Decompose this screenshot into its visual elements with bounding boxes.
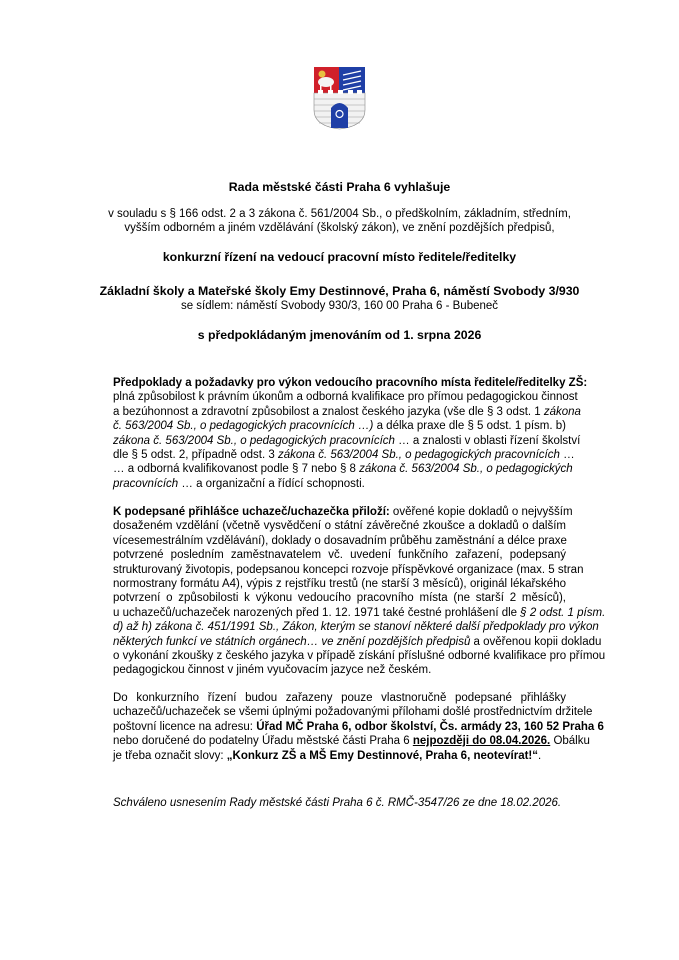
bold-text: K podepsané přihlášce uchazeč/uchazečka přiloží: (113, 506, 390, 518)
paragraph-line (113, 462, 573, 476)
attachments-section (113, 505, 606, 678)
competition-title: konkurzní řízení na vedoucí pracovní místo ředitele/ředitelky (162, 250, 517, 264)
paragraph-line (113, 606, 606, 620)
bold-text: „Konkurz ZŠ a MŠ Emy Destinnové, Praha 6, neotevírat!“ (226, 749, 538, 762)
paragraph-line (113, 691, 566, 705)
italic-text: pracovnících (113, 477, 179, 490)
legal-basis-line: v souladu s § 166 odst. 2 a 3 zákona č. 561/2004 Sb., o předškolním, základním, středním, (108, 208, 571, 220)
paragraph-line (113, 705, 593, 719)
text-run: dosaženém vzdělání (včetně vysvědčení o státní závěrečné zkoušce a dokladů o dalším (113, 520, 566, 533)
issuer-heading: Rada městské části Praha 6 vyhlašuje (228, 180, 451, 194)
text-run: … a odborná kvalifikovanost podle § 7 nebo § 8 (113, 463, 360, 476)
praha-6-coat-of-arms-icon (313, 66, 366, 130)
text-run: poštovní licence na adresu: (113, 720, 257, 733)
paragraph-line (113, 519, 566, 533)
text-run: plná způsobilost k právním úkonům a odborná kvalifikace pro přímou pedagogickou činnost (113, 391, 578, 404)
text-run: normostrany formátu A4), výpis z rejstříku trestů (ne starší 3 měsíců), originál lékařského (113, 577, 566, 590)
paragraph-line (113, 405, 581, 419)
paragraph-line (113, 419, 566, 433)
paragraph-line (113, 734, 590, 748)
text-run: … (559, 448, 575, 461)
text-run: pedagogickou činnost v jiném vyučovacím jazyce než českém. (113, 664, 432, 677)
text-run: a délka praxe dle § 5 odst. 1 písm. b) (373, 420, 566, 433)
paragraph-line (113, 749, 566, 763)
text-run: Do konkurzního řízení budou zařazeny pouze vlastnoručně podepsané přihlášky (113, 692, 566, 704)
italic-text: zákona (543, 405, 581, 418)
paragraph-line (113, 548, 566, 562)
text-run: strukturovaný životopis, podepsanou koncepci rozvoje příspěvkové organizace (max. 5 stran (113, 563, 584, 576)
school-seat: se sídlem: náměstí Svobody 930/3, 160 00 Praha 6 - Bubeneč (180, 300, 499, 312)
text-run: a bezúhonnost a zdravotní způsobilost a znalost českého jazyka (vše dle § 3 odst. 1 (113, 405, 544, 418)
italic-text: § 2 odst. 1 písm. (520, 606, 606, 619)
text-run: u uchazečů/uchazeček narozených před 1. 12. 1971 také čestné prohlášení dle (113, 606, 521, 619)
text-run: potvrzené posledním zaměstnavatelem vč. uvedení funkčního zařazení, podepsaný (113, 549, 566, 562)
paragraph-line (113, 577, 566, 591)
bold-text: Úřad MČ Praha 6, odbor školství, Čs. armády 23, 160 52 Praha 6 (256, 720, 604, 733)
approval-note-text: Schváleno usnesením Rady městské části Praha 6 č. RMČ-3547/26 ze dne 18.02.2026. (113, 797, 562, 809)
legal-basis (90, 207, 589, 235)
text-run: ověřené kopie dokladů o nejvyšším (389, 506, 573, 518)
appointment-date: s předpokládaným jmenováním od 1. srpna 2026 (197, 328, 482, 342)
text-run: … a znalosti v oblasti řízení školství (394, 434, 581, 447)
paragraph-line (113, 591, 566, 605)
requirements-section (113, 376, 588, 491)
text-run: Obálku (550, 735, 590, 748)
italic-text: zákona č. 563/2004 Sb., o pedagogických pracovnících (277, 448, 560, 461)
paragraph-line (113, 663, 566, 677)
bold-text: Předpoklady a požadavky pro výkon vedoucího pracovního místa ředitele/ředitelky ZŠ: (113, 377, 588, 389)
submission-section (113, 691, 604, 763)
text-run: vícesemestrálním vzdělávání), doklady o dosavadním průběhu zaměstnání a délce praxe (113, 534, 567, 547)
text-run: . (538, 749, 542, 762)
text-run: … a organizační a řídící schopnosti. (178, 477, 365, 490)
paragraph-line (113, 563, 584, 577)
legal-basis-line: vyšším odborném a jiném vzdělávání (školský zákon), ve znění pozdějších předpisů, (124, 222, 555, 234)
italic-text: zákona č. 563/2004 Sb., o pedagogických pracovnících (113, 434, 395, 447)
italic-text: některých funkcí ve státních orgánech… ve znění pozdějších předpisů (113, 635, 471, 648)
text-run: nebo doručené do podatelny Úřadu městské části Praha 6 (113, 735, 413, 748)
paragraph-line (113, 376, 588, 390)
italic-text: d) až h) zákona č. 451/1991 Sb., Zákon, kterým se stanoví některé další předpoklady pro výkon (113, 621, 599, 634)
italic-text: č. 563/2004 Sb., o pedagogických pracovnících …) (113, 420, 374, 433)
paragraph-line (113, 534, 566, 548)
text-run: dle § 5 odst. 2, případně odst. 3 (113, 448, 278, 461)
paragraph-line (113, 635, 602, 649)
text-run: a ověřenou kopii dokladu (470, 635, 602, 648)
paragraph-line (113, 620, 599, 634)
paragraph-line (113, 448, 575, 462)
paragraph-line (113, 390, 578, 404)
approval-note (113, 796, 566, 810)
text-run: uchazečů/uchazeček se všemi úplnými požadovanými přílohami došlé prostřednictvím držitele (113, 706, 593, 719)
italic-text: zákona č. 563/2004 Sb., o pedagogických (359, 463, 573, 476)
school-name: Základní školy a Mateřské školy Emy Destinnové, Praha 6, náměstí Svobody 3/930 (99, 284, 580, 298)
deadline-text: nejpozději do 08.04.2026. (412, 735, 551, 748)
text-run: potvrzení o způsobilosti k výkonu vedoucího pracovního místa (ne starší 2 měsíců), (113, 592, 566, 605)
text-run: je třeba označit slovy: (113, 749, 227, 762)
paragraph-line (113, 720, 604, 734)
paragraph-line (113, 434, 581, 448)
paragraph-line (113, 505, 573, 519)
text-run: o vykonání zkoušky z českého jazyka v případě získání příslušné odborné kvalifikace pro přímou (113, 649, 606, 662)
paragraph-line (113, 477, 566, 491)
paragraph-line (113, 649, 606, 663)
